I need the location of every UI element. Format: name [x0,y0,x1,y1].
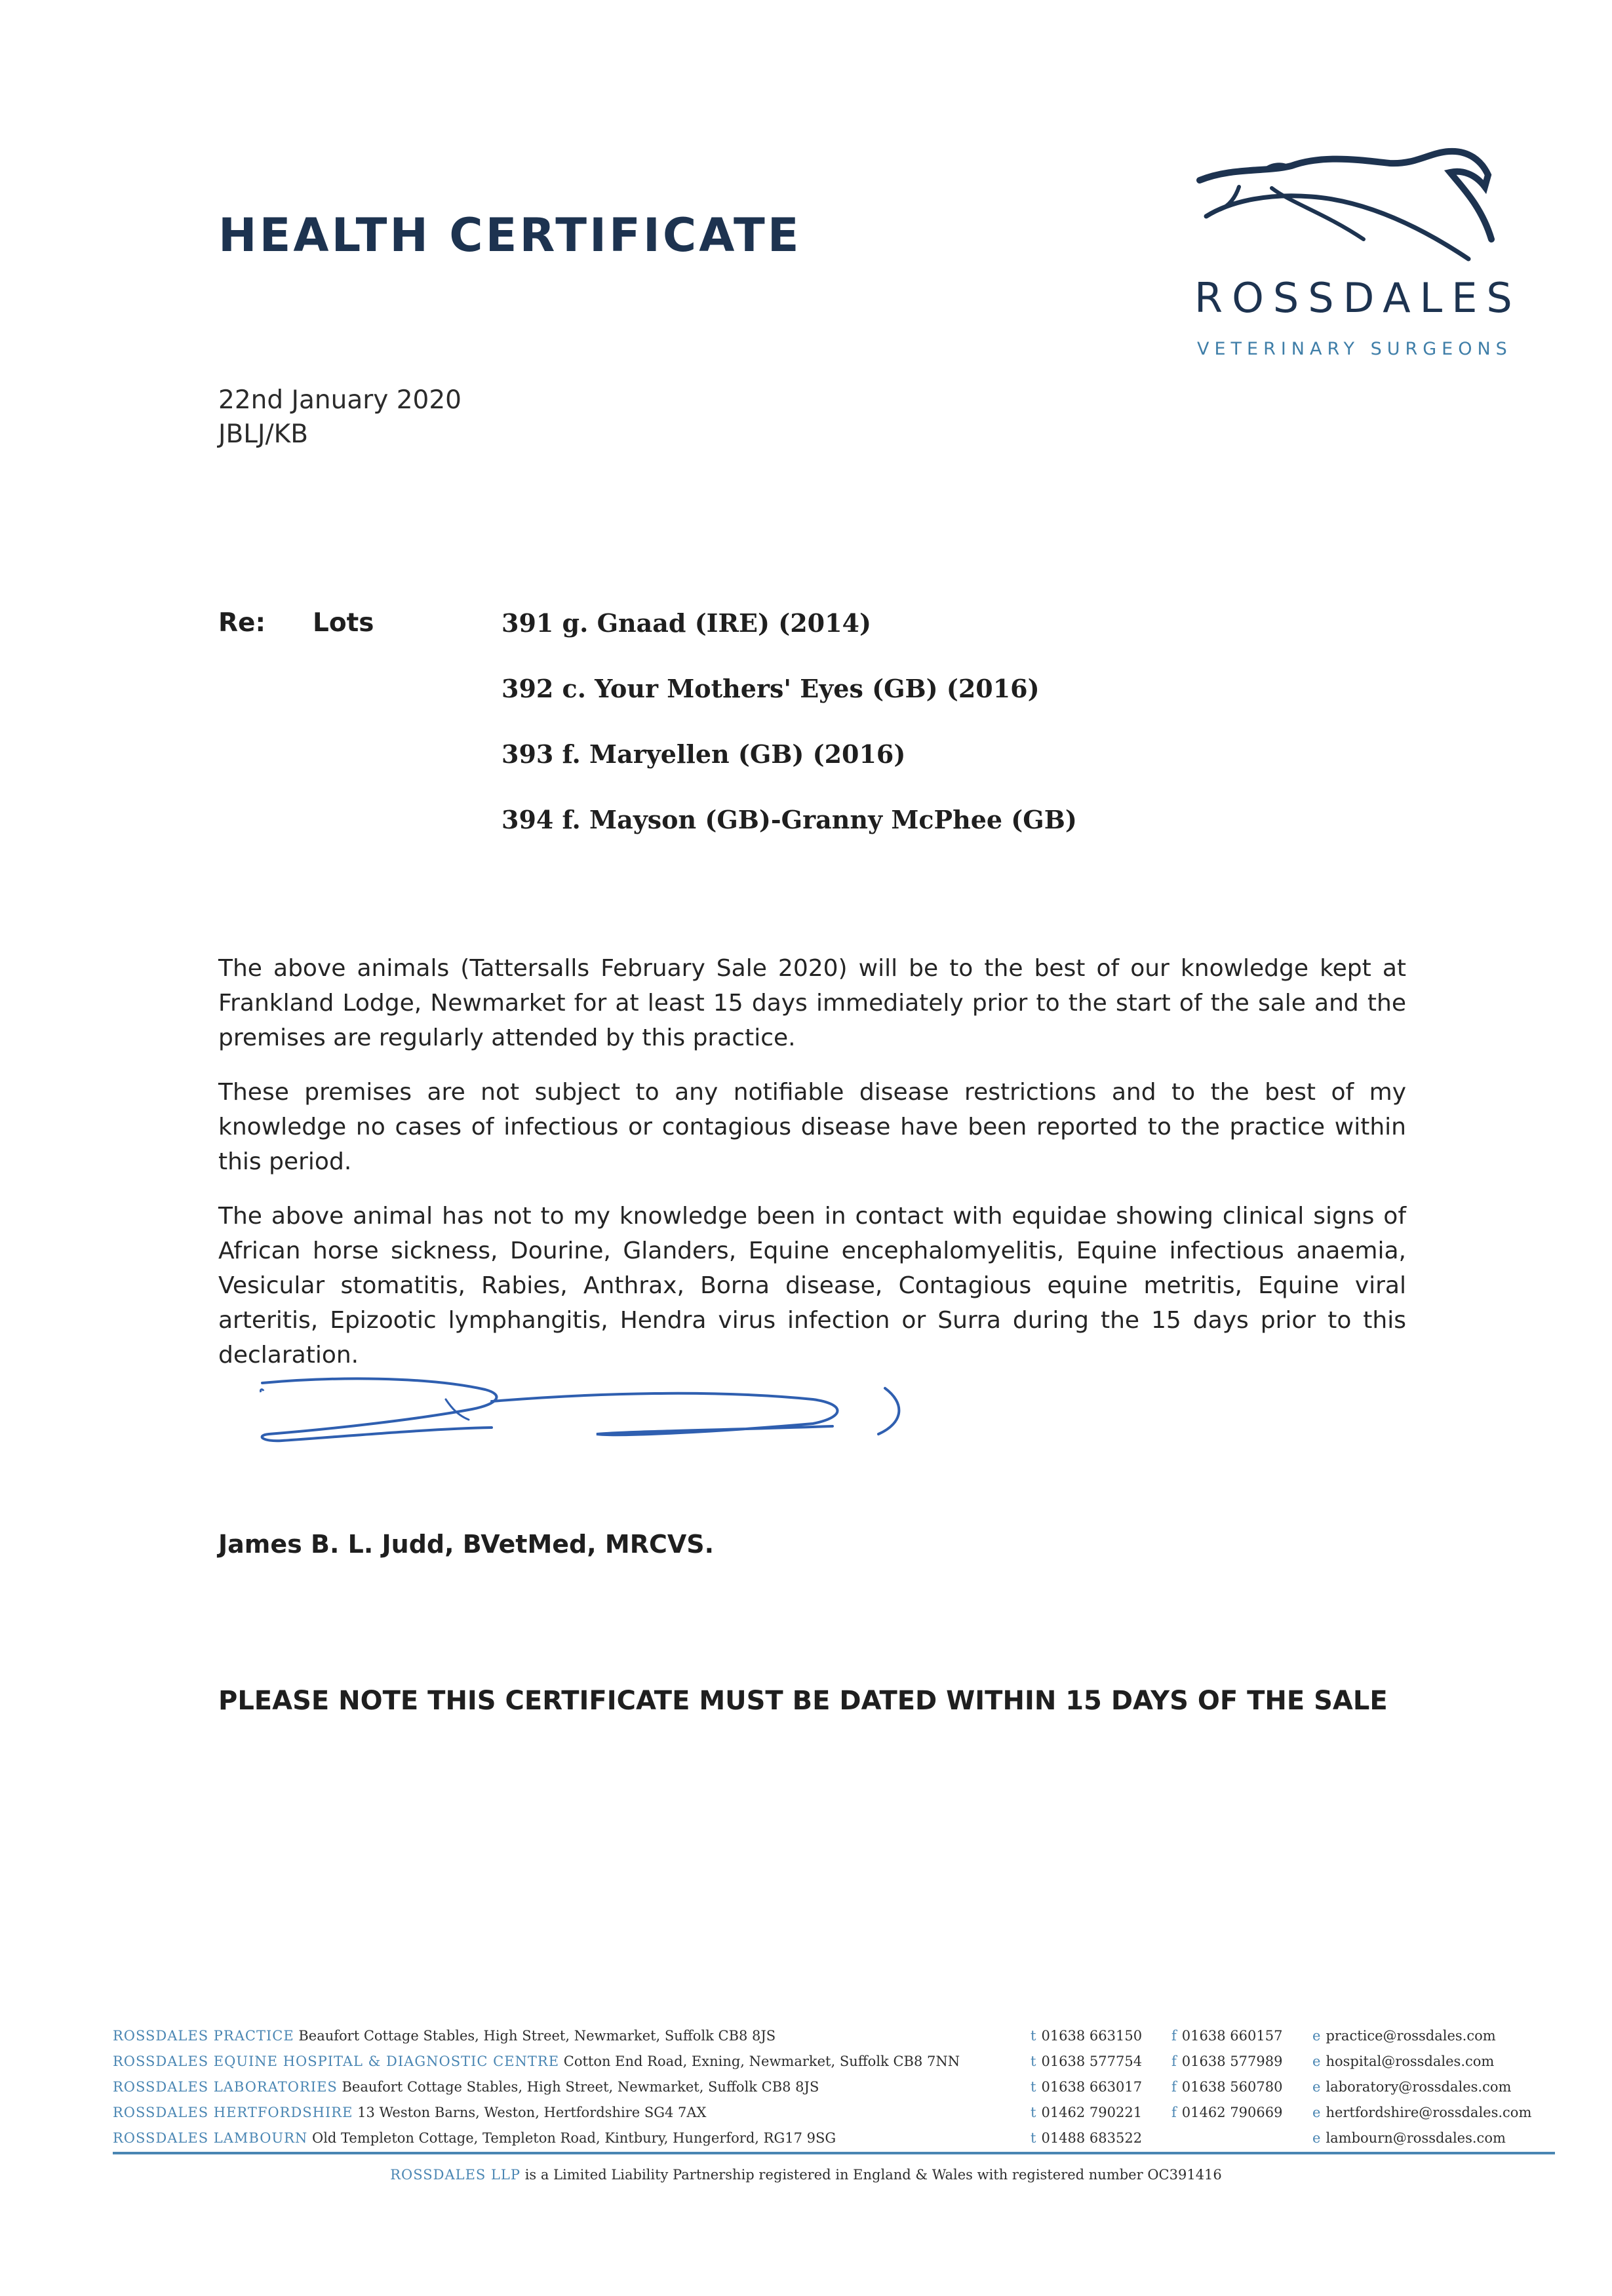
office-address: Beaufort Cottage Stables, High Street, Newmarket, Suffolk CB8 8JS [298,2027,776,2044]
document-title: HEALTH CERTIFICATE [218,208,802,262]
lot-item: 394 f. Mayson (GB)-Granny McPhee (GB) [501,805,1077,834]
email-prefix: e [1312,2053,1321,2069]
email-prefix: e [1312,2104,1321,2120]
lot-item: 392 c. Your Mothers' Eyes (GB) (2016) [501,674,1040,703]
running-horse-icon [1193,141,1495,272]
body-paragraph: The above animals (Tattersalls February Sale 2020) will be to the best of our knowledge kept at Frankland Lodge, Newmarket for at least 15 days immediately prior to the start of the sale and the premises are regularly attended by this practice. [218,955,1406,1051]
footer-offices [113,2023,1555,2150]
office-email[interactable]: practice@rossdales.com [1326,2027,1496,2044]
llp-text: is a Limited Liability Partnership registered in England & Wales with registered number OC391416 [524,2167,1222,2183]
office-address: 13 Weston Barns, Weston, Hertfordshire SG4 7AX [357,2104,707,2120]
fax-prefix: f [1171,2078,1177,2095]
body-paragraph: The above animal has not to my knowledge been in contact with equidae showing clinical signs of African horse sickness, Dourine, Glanders, Equine encephalomyelitis, Equine infectious anaemia, Vesicular stomatitis, Rabies, Anthrax, Borna disease, Contagious equine metritis, Equine viral arteritis, Epizootic lymphangitis, Hendra virus infection or Surra during the 15 days prior to this declaration. [218,1203,1406,1369]
office-name: ROSSDALES EQUINE HOSPITAL & DIAGNOSTIC CENTRE [113,2053,560,2069]
letter-reference: JBLJ/KB [218,419,308,449]
office-phone: 01462 790221 [1041,2104,1143,2120]
office-row [113,2099,1555,2125]
office-row [113,2023,1555,2048]
office-email[interactable]: laboratory@rossdales.com [1326,2078,1512,2095]
letter-date: 22nd January 2020 [218,385,462,415]
phone-prefix: t [1031,2027,1036,2044]
phone-prefix: t [1031,2130,1036,2146]
office-name: ROSSDALES LABORATORIES [113,2078,338,2095]
office-phone: 01638 663017 [1041,2078,1143,2095]
footer-divider [113,2152,1555,2154]
office-email[interactable]: lambourn@rossdales.com [1326,2130,1506,2146]
lot-list [501,608,1077,870]
brand-tagline: VETERINARY SURGEONS [1197,339,1512,359]
office-address: Old Templeton Cottage, Templeton Road, Kintbury, Hungerford, RG17 9SG [312,2130,836,2146]
office-row [113,2074,1555,2099]
office-fax: 01638 660157 [1181,2027,1283,2044]
llp-statement [0,2167,1612,2183]
office-phone: 01638 663150 [1041,2027,1143,2044]
office-phone: 01638 577754 [1041,2053,1143,2069]
office-name: ROSSDALES PRACTICE [113,2027,294,2044]
office-phone: 01488 683522 [1041,2130,1143,2146]
office-fax: 01638 577989 [1181,2053,1283,2069]
email-prefix: e [1312,2078,1321,2095]
handwritten-signature [256,1363,924,1481]
office-address: Beaufort Cottage Stables, High Street, Newmarket, Suffolk CB8 8JS [342,2078,819,2095]
office-row [113,2048,1555,2074]
validity-notice: PLEASE NOTE THIS CERTIFICATE MUST BE DATED WITHIN 15 DAYS OF THE SALE [218,1686,1388,1716]
fax-prefix: f [1171,2053,1177,2069]
office-name: ROSSDALES HERTFORDSHIRE [113,2104,353,2120]
office-email[interactable]: hertfordshire@rossdales.com [1326,2104,1532,2120]
office-fax: 01638 560780 [1181,2078,1283,2095]
email-prefix: e [1312,2130,1321,2146]
llp-name: ROSSDALES LLP [390,2167,521,2183]
lot-item: 393 f. Maryellen (GB) (2016) [501,739,906,769]
lot-item: 391 g. Gnaad (IRE) (2014) [501,608,871,638]
phone-prefix: t [1031,2053,1036,2069]
office-fax: 01462 790669 [1181,2104,1283,2120]
office-email[interactable]: hospital@rossdales.com [1326,2053,1495,2069]
fax-prefix: f [1171,2027,1177,2044]
body-paragraph: These premises are not subject to any notifiable disease restrictions and to the best of my knowledge no cases of infectious or contagious disease have been reported to the practice within this period. [218,1079,1406,1175]
email-prefix: e [1312,2027,1321,2044]
fax-prefix: f [1171,2104,1177,2120]
lots-label: Lots [313,608,374,638]
office-name: ROSSDALES LAMBOURN [113,2130,308,2146]
phone-prefix: t [1031,2104,1036,2120]
re-label: Re: [218,608,266,638]
brand-name: ROSSDALES [1194,274,1522,322]
office-row [113,2125,1555,2150]
phone-prefix: t [1031,2078,1036,2095]
office-address: Cotton End Road, Exning, Newmarket, Suffolk CB8 7NN [563,2053,960,2069]
certificate-body [218,951,1406,1392]
signatory-name: James B. L. Judd, BVetMed, MRCVS. [218,1530,715,1559]
